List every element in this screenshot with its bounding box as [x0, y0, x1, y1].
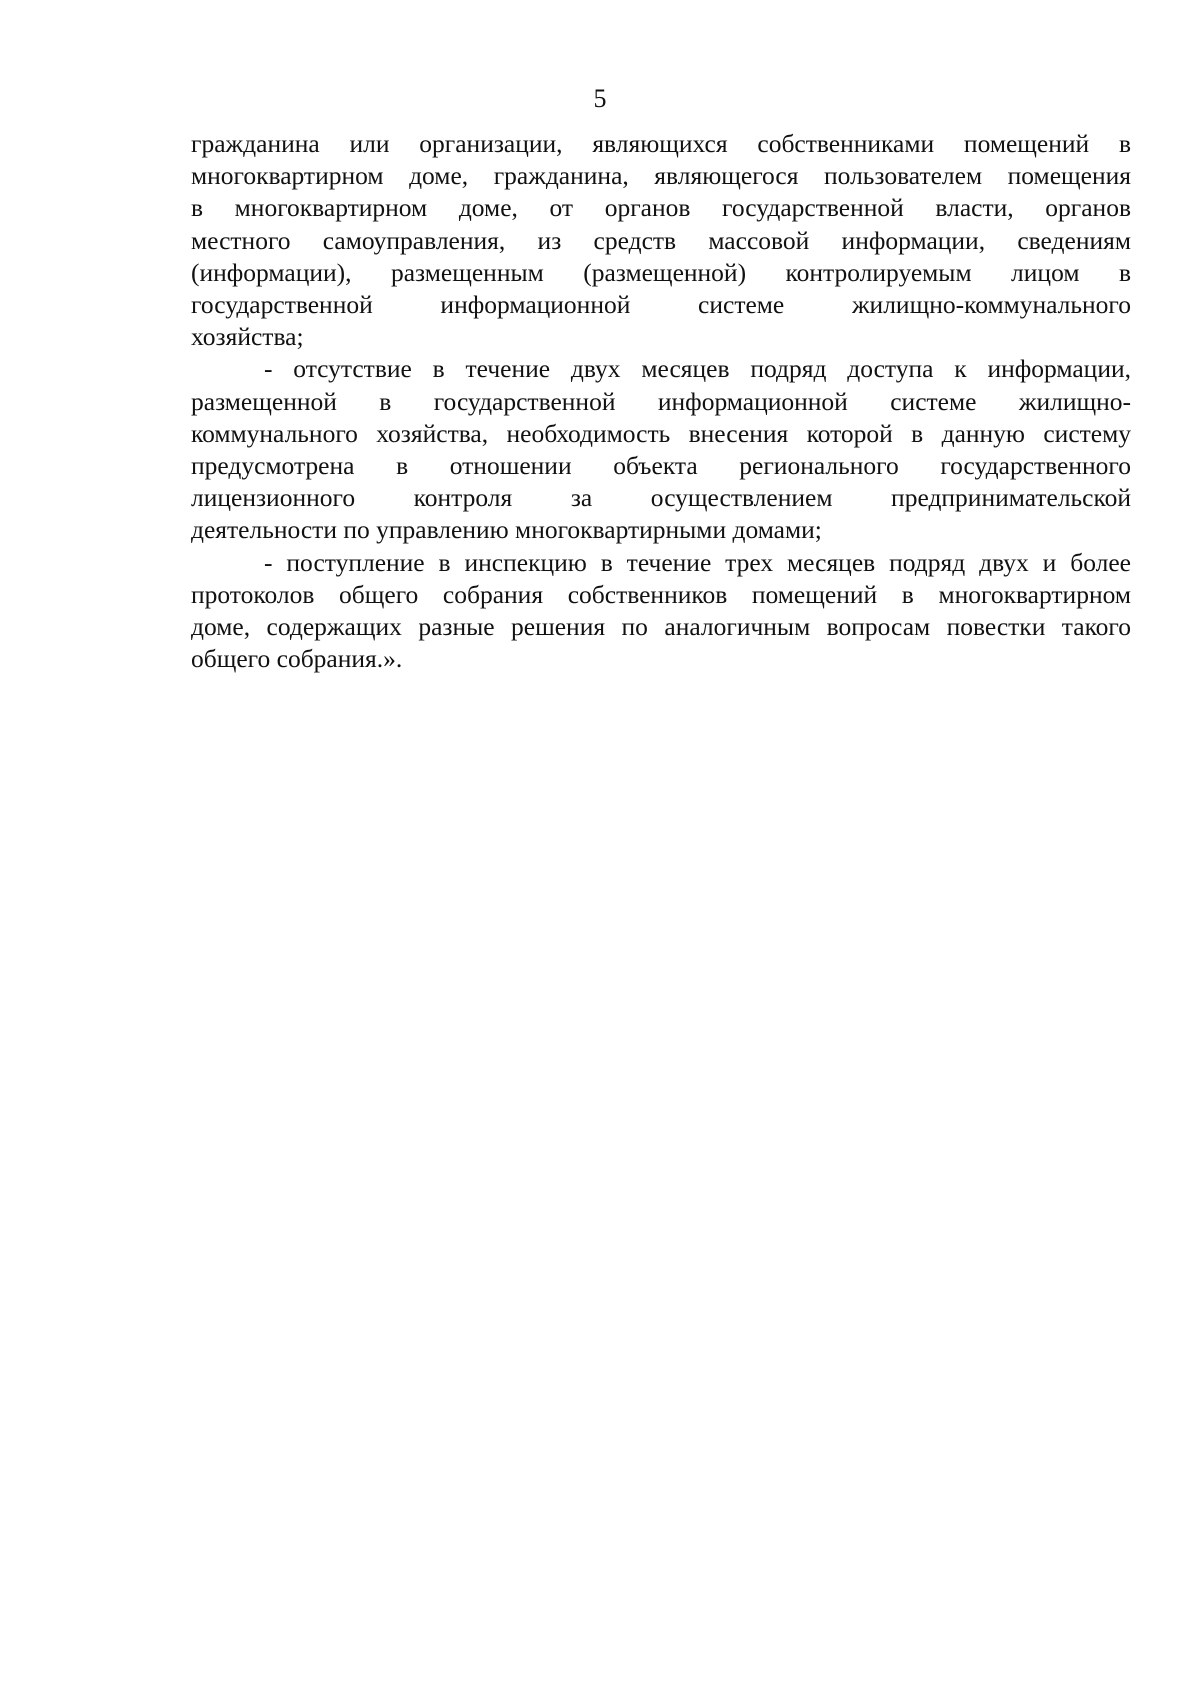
body-text	[191, 128, 1131, 675]
text-line: лицензионного контроля за осуществлением предпринимательской	[191, 483, 1131, 513]
paragraph	[191, 128, 1131, 353]
text-line: государственной информационной системе жилищно-коммунального	[191, 290, 1131, 320]
text-line: коммунального хозяйства, необходимость внесения которой в данную систему	[191, 418, 1131, 448]
text-line: многоквартирном доме, гражданина, являющегося пользователем помещения	[191, 161, 1131, 191]
page-number: 5	[593, 84, 607, 113]
text-line: (информации), размещенным (размещенной) контролируемым лицом в	[191, 257, 1131, 287]
text-line: размещенной в государственной информационной системе жилищно-	[191, 386, 1131, 416]
paragraph	[191, 547, 1131, 676]
text-line: предусмотрена в отношении объекта регионального государственного	[191, 451, 1131, 481]
text-line: - поступление в инспекцию в течение трех месяцев подряд двух и более	[264, 547, 1131, 577]
text-line: общего собрания.».	[191, 644, 403, 674]
paragraph	[191, 353, 1131, 546]
text-line: в многоквартирном доме, от органов государственной власти, органов	[191, 193, 1131, 223]
text-line: гражданина или организации, являющихся собственниками помещений в	[191, 129, 1131, 158]
text-line: - отсутствие в течение двух месяцев подряд доступа к информации,	[264, 354, 1131, 384]
text-line: деятельности по управлению многоквартирными домами;	[191, 515, 822, 545]
text-line: местного самоуправления, из средств массовой информации, сведениям	[191, 225, 1131, 255]
text-line: протоколов общего собрания собственников помещений в многоквартирном	[191, 579, 1131, 609]
text-line: хозяйства;	[191, 322, 304, 352]
text-line: доме, содержащих разные решения по аналогичным вопросам повестки такого	[191, 612, 1131, 642]
